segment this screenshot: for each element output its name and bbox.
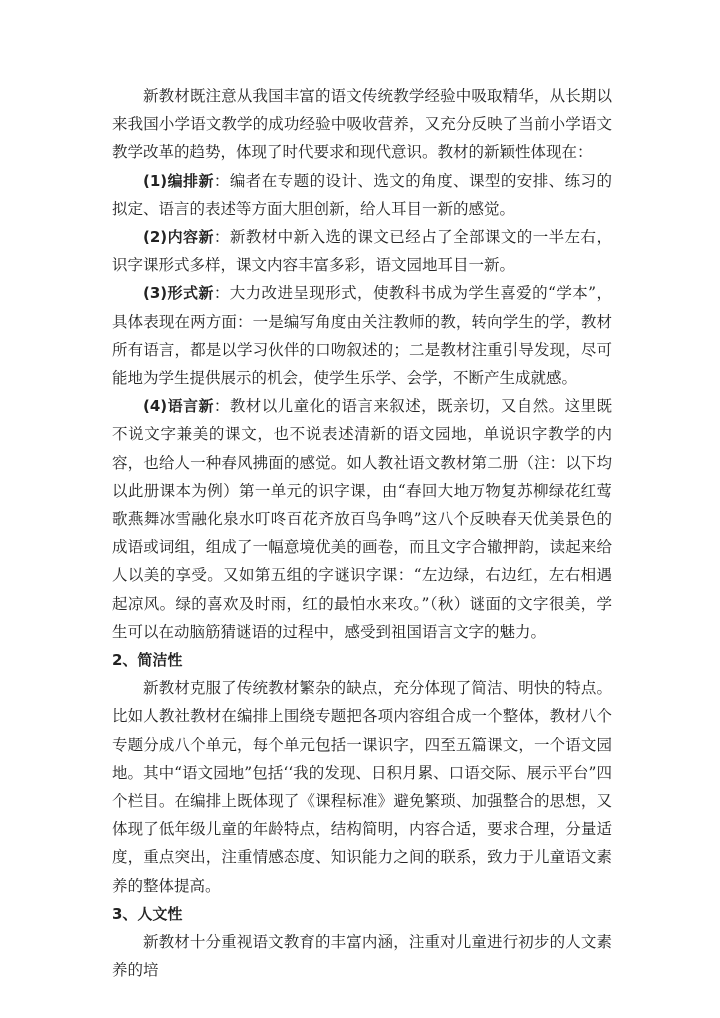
item-text-2: ：新教材中新入选的课文已经占了全部课文的一半左右，识字课形式多样，课文内容丰富多彩，语文园地耳目一新。 [112,228,612,275]
item-label-3: (3)形式新 [143,284,214,303]
section-heading-2: 2、简洁性 [112,651,183,670]
item-label-1: (1)编排新 [143,171,214,190]
section-heading-3: 3、人文性 [112,904,183,923]
item-label-4: (4)语言新 [143,397,214,416]
item-paragraph-2 [112,223,612,279]
item-paragraph-4 [112,392,612,646]
document-body [112,82,612,985]
section-body-3: 新教材十分重视语文教育的丰富内涵，注重对儿童进行初步的人文素养的培 [112,933,612,980]
item-paragraph-3 [112,279,612,392]
intro-paragraph: 新教材既注意从我国丰富的语文传统教学经验中吸取精华，从长期以来我国小学语文教学的成功经验中吸收营养，又充分反映了当前小学语文教学改革的趋势，体现了时代要求和现代意识。教材的新颖性体现在： [112,87,612,162]
item-paragraph-1 [112,167,612,223]
item-text-1: ：编者在专题的设计、选文的角度、课型的安排、练习的拟定、语言的表述等方面大胆创新，给人耳目一新的感觉。 [112,171,612,218]
section-body-2: 新教材克服了传统教材繁杂的缺点，充分体现了简洁、明快的特点。比如人教社教材在编排上围绕专题把各项内容组合成一个整体，教材八个专题分成八个单元，每个单元包括一课识字，四至五篇课文，一个语文园地。其中“语文园地”包括‘‘我的发现、日积月累、口语交际、展示平台”四个栏目。在编排上既体现了《课程标准》避免繁琐、加强整合的思想，又体现了低年级儿童的年龄特点，结构简明，内容合适，要求合理，分量适度，重点突出，注重情感态度、知识能力之间的联系，致力于儿童语文素养的整体提高。 [112,679,612,895]
item-text-3: ：大力改进呈现形式，使教科书成为学生喜爱的“学本”，具体表现在两方面：一是编写角度由关注教师的教，转向学生的学，教材所有语言，都是以学习伙伴的口吻叙述的；二是教材注重引导发现，尽可能地为学生提供展示的机会，使学生乐学、会学，不断产生成就感。 [112,284,612,388]
item-text-4: ：教材以儿童化的语言来叙述，既亲切，又自然。这里既不说文字兼美的课文，也不说表述清新的语文园地，单说识字教学的内容，也给人一种春风拂面的感觉。如人教社语文教材第二册（注：以下均以此册课本为例）第一单元的识字课，由“春回大地万物复苏柳绿花红莺歌燕舞冰雪融化泉水叮咚百花齐放百鸟争鸣”这八个反映春天优美景色的成语或词组，组成了一幅意境优美的画卷，而且文字合辙押韵，读起来给人以美的享受。又如第五组的字谜识字课：“左边绿，右边红，左右相遇起凉风。绿的喜欢及时雨，红的最怕水来攻。”（秋）谜面的文字很美，学生可以在动脑筋猜谜语的过程中，感受到祖国语言文字的魅力。 [112,397,612,641]
item-label-2: (2)内容新 [143,228,214,247]
